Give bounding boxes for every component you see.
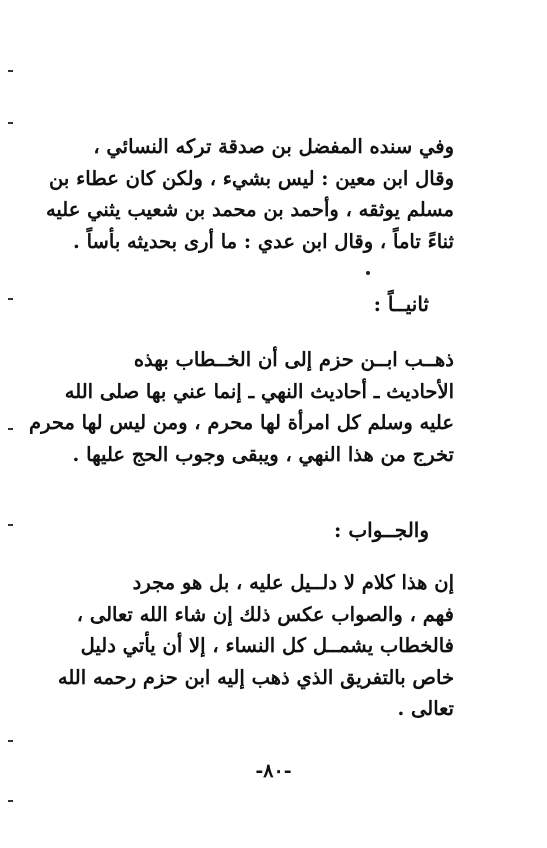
heading-second: ثانيــاً : bbox=[373, 292, 429, 316]
ornament-dot bbox=[366, 271, 370, 275]
text-line: خاص بالتفريق الذي ذهب إليه ابن حزم رحمه الله bbox=[57, 665, 454, 689]
text-line: تخرج من هذا النهي ، ويبقى وجوب الحج عليها . bbox=[72, 442, 454, 466]
text-line: الأحاديث ـ أحاديث النهي ـ إنما عني بها صلى الله bbox=[64, 379, 454, 403]
margin-mark bbox=[8, 740, 13, 742]
margin-mark bbox=[8, 122, 13, 124]
paragraph-ibn-hazm-view bbox=[29, 344, 454, 470]
text-line: عليه وسلم كل امرأة لها محرم ، ومن ليس لها محرم bbox=[29, 411, 454, 434]
margin-mark bbox=[8, 524, 13, 526]
margin-mark bbox=[8, 298, 13, 300]
text-line: وقال ابن معين : ليس بشيء ، ولكن كان عطاء بن bbox=[49, 166, 454, 190]
paragraph-narrator-criticism bbox=[45, 131, 454, 257]
paragraph-answer bbox=[57, 567, 454, 725]
text-line: فهم ، والصواب عكس ذلك إن شاء الله تعالى ، bbox=[76, 602, 454, 626]
text-line: وفي سنده المفضل بن صدقة تركه النسائي ، bbox=[93, 135, 454, 158]
text-line: تعالى . bbox=[397, 697, 454, 720]
text-line: مسلم يوثقه ، وأحمد بن محمد بن شعيب يثني عليه bbox=[45, 198, 454, 221]
page-number: -٨٠- bbox=[255, 760, 292, 782]
margin-mark bbox=[8, 800, 13, 802]
text-line: إن هذا كلام لا دلــيل عليه ، بل هو مجرد bbox=[132, 571, 454, 594]
heading-answer: والجــواب : bbox=[334, 518, 429, 542]
margin-mark bbox=[8, 70, 13, 72]
margin-mark bbox=[8, 428, 13, 430]
text-line: فالخطاب يشمــل كل النساء ، إلا أن يأتي دليل bbox=[80, 634, 454, 657]
text-line: ثناءً تاماً ، وقال ابن عدي : ما أرى بحديثه بأساً . bbox=[73, 229, 454, 253]
text-line: ذهــب ابــن حزم إلى أن الخــطاب بهذه bbox=[133, 348, 454, 371]
